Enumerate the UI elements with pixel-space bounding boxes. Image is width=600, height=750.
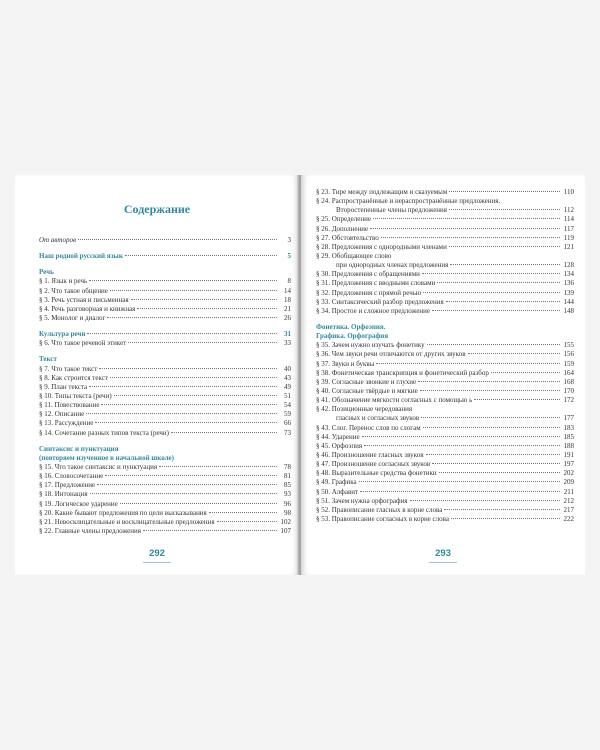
dot-leader [105, 475, 277, 476]
toc-spacer [39, 323, 291, 330]
toc-entry [316, 234, 574, 243]
toc-entry-title: § 19. Логическое ударение [39, 499, 118, 508]
toc-entry-title: § 18. Интонация [39, 490, 88, 499]
toc-entry-title: § 2. Что такое общение [39, 286, 108, 295]
toc-page-number: 59 [284, 410, 291, 419]
toc-spacer [39, 261, 291, 268]
dot-leader [120, 503, 277, 504]
toc-entry [316, 478, 574, 487]
toc-page-number: 177 [563, 414, 574, 423]
toc-page-number: 222 [563, 514, 574, 523]
toc-entry-title: § 5. Монолог и диалог [39, 313, 106, 322]
toc-entry [39, 236, 291, 245]
dot-leader [110, 290, 277, 291]
toc-entry [39, 429, 291, 438]
toc-entry [39, 296, 291, 305]
toc-entry-title: § 22. Главные члены предложения [39, 526, 142, 535]
dot-leader [217, 521, 277, 522]
toc-entry-title: § 32. Предложения с прямой речью [316, 288, 422, 297]
toc-entry [316, 261, 574, 270]
toc-entry-title: § 43. Слог. Перенос слов по слогам [316, 423, 421, 432]
toc-entry [39, 305, 291, 314]
toc-page-number: 155 [563, 341, 574, 350]
toc-entry [39, 277, 291, 286]
toc-entry-title: § 1. Язык и речь [39, 277, 88, 286]
toc-entry [316, 460, 574, 469]
toc-page-number: 128 [563, 261, 574, 270]
toc-entry-title: (повторяем изученное в начальной школе) [39, 453, 174, 462]
dot-leader [376, 363, 560, 364]
toc-entry-title: § 25. Определение [316, 215, 371, 224]
toc-entry [316, 206, 574, 215]
page-number-rule [429, 562, 457, 563]
toc-entry-title: Второстепенные члены предложения [336, 206, 448, 215]
toc-entry-title: гласных и согласных звуков [336, 414, 420, 423]
toc-entry [39, 339, 291, 348]
page-number-rule [143, 562, 171, 563]
toc-entry-title: § 33. Синтаксический разбор предложения [316, 297, 444, 306]
toc-section-heading [39, 268, 291, 277]
dot-leader [359, 481, 560, 482]
toc-entry-title: § 11. Повествование [39, 401, 100, 410]
toc-entry [316, 451, 574, 460]
dot-leader [423, 427, 560, 428]
toc-entry-title: § 10. Типы текста (речи) [39, 391, 112, 400]
toc-spacer [316, 316, 574, 323]
dot-leader [432, 310, 560, 311]
toc-entry [316, 298, 574, 307]
toc-entry [316, 369, 574, 378]
dot-leader [89, 386, 277, 387]
dot-leader [95, 422, 277, 423]
toc-page-number: 98 [284, 508, 291, 517]
toc-page-number: 81 [284, 472, 291, 481]
dot-leader [468, 353, 560, 354]
toc-entry [316, 307, 574, 316]
right-page [301, 175, 585, 575]
toc-page-number: 93 [284, 490, 291, 499]
left-page [15, 175, 299, 575]
dot-leader [381, 237, 560, 238]
toc-left [39, 236, 291, 536]
toc-page-number: 73 [284, 428, 291, 437]
toc-entry [316, 424, 574, 433]
toc-entry [39, 383, 291, 392]
dot-leader [137, 308, 277, 309]
toc-page-number: 148 [563, 306, 574, 315]
toc-entry [39, 374, 291, 383]
toc-entry-title: § 21. Невосклицательные и восклицательные предложения [39, 517, 215, 526]
toc-spacer [39, 245, 291, 252]
dot-leader [421, 417, 560, 418]
toc-entry-title: Синтаксис и пунктуация [39, 444, 119, 453]
toc-page-number: 183 [563, 423, 574, 432]
toc-page-number: 114 [563, 215, 574, 224]
toc-entry [39, 287, 291, 296]
toc-entry-title: § 23. Тире между подлежащим и сказуемым [316, 188, 448, 196]
toc-entry [316, 442, 574, 451]
toc-page-number: 102 [280, 517, 291, 526]
toc-section-heading [39, 330, 291, 339]
toc-page-number: 168 [563, 377, 574, 386]
toc-page-number: 197 [563, 460, 574, 469]
dot-leader [432, 463, 560, 464]
dot-leader [101, 404, 277, 405]
toc-page-number: 5 [287, 252, 291, 261]
toc-entry-title: § 28. Предложения с однородными членами [316, 242, 447, 251]
toc-entry [316, 360, 574, 369]
toc-entry [316, 289, 574, 298]
dot-leader [422, 273, 560, 274]
toc-page-number: 112 [563, 206, 574, 215]
dot-leader [420, 390, 560, 391]
toc-page-number: 191 [563, 450, 574, 459]
toc-page-number: 159 [563, 359, 574, 368]
toc-entry-title: § 30. Предложения с обращениями [316, 270, 420, 279]
toc-entry [316, 350, 574, 359]
toc-entry [39, 472, 291, 481]
toc-entry-title: § 51. Зачем нужна орфография [316, 496, 408, 505]
toc-section-heading [39, 355, 291, 364]
toc-right [316, 188, 574, 524]
toc-page-number: 117 [563, 224, 574, 233]
dot-leader [449, 209, 560, 210]
toc-entry [39, 314, 291, 323]
toc-entry [316, 215, 574, 224]
toc-section-heading [39, 252, 291, 261]
page-title: Содержание [123, 202, 191, 216]
dot-leader [373, 218, 560, 219]
dot-leader [362, 436, 560, 437]
toc-entry-title: § 20. Какие бывают предложения по цели высказывания [39, 508, 207, 517]
toc-entry [39, 463, 291, 472]
dot-leader [450, 264, 560, 265]
toc-page-number: 156 [563, 350, 574, 359]
toc-entry [39, 500, 291, 509]
toc-page-number: 170 [563, 386, 574, 395]
toc-page-number: 26 [284, 313, 291, 322]
toc-entry-title: § 16. Словосочетание [39, 472, 104, 481]
toc-section-heading [316, 323, 574, 332]
dot-leader [143, 530, 277, 531]
toc-spacer [39, 438, 291, 445]
toc-page-number: 21 [284, 304, 291, 313]
toc-entry [316, 405, 574, 414]
dot-leader [360, 491, 560, 492]
dot-leader [410, 500, 561, 501]
toc-page-number: 144 [563, 297, 574, 306]
page-number-left: 292 [149, 548, 165, 559]
toc-entry [316, 252, 574, 261]
toc-page-number: 107 [280, 526, 291, 535]
toc-entry-title: § 34. Простое и сложное предложение [316, 306, 431, 315]
toc-entry [316, 188, 574, 197]
toc-entry-title: § 44. Ударение [316, 432, 360, 441]
toc-page-number: 164 [563, 368, 574, 377]
toc-entry-title: § 36. Чем звуки речи отличаются от других звуков [316, 350, 466, 359]
dot-leader [87, 333, 277, 334]
toc-entry [316, 243, 574, 252]
toc-spacer [39, 348, 291, 355]
toc-page-number: 43 [284, 373, 291, 382]
toc-section-heading [39, 454, 291, 463]
toc-page-number: 202 [563, 469, 574, 478]
dot-leader [439, 472, 560, 473]
toc-entry-title: § 29. Обобщающее слово [316, 251, 392, 260]
toc-section-heading [39, 445, 291, 454]
dot-leader [449, 191, 560, 192]
dot-leader [128, 342, 277, 343]
toc-section-heading [316, 332, 574, 341]
toc-entry [316, 197, 574, 206]
toc-page-number: 18 [284, 295, 291, 304]
toc-entry-title: Фонетика. Орфоэпия. [316, 322, 386, 331]
dot-leader [370, 228, 560, 229]
toc-entry-title: § 40. Согласные твёрдые и мягкие [316, 386, 418, 395]
toc-entry-title: § 26. Дополнение [316, 224, 369, 233]
dot-leader [110, 377, 277, 378]
toc-entry [39, 490, 291, 499]
dot-leader [423, 292, 560, 293]
toc-entry-title: § 53. Правописание согласных в корне слова [316, 514, 449, 523]
toc-entry-title: § 15. Что такое синтаксис и пунктуация [39, 462, 158, 471]
toc-page-number: 31 [284, 330, 291, 339]
dot-leader [89, 280, 277, 281]
toc-entry [316, 414, 574, 423]
toc-page-number: 136 [563, 279, 574, 288]
dot-leader [449, 246, 560, 247]
toc-entry [39, 401, 291, 410]
toc-entry-title: § 13. Рассуждение [39, 419, 94, 428]
toc-entry-title: § 39. Согласные звонкие и глухие [316, 377, 417, 386]
toc-page-number: 212 [563, 496, 574, 505]
dot-leader [437, 282, 560, 283]
toc-entry-title: § 31. Предложения с вводными словами [316, 279, 436, 288]
toc-entry [316, 506, 574, 515]
dot-leader [131, 299, 277, 300]
dot-leader [171, 432, 277, 433]
toc-page-number: 217 [563, 505, 574, 514]
dot-leader [99, 368, 277, 369]
toc-page-number: 209 [563, 478, 574, 487]
toc-entry [39, 392, 291, 401]
dot-leader [125, 255, 277, 256]
toc-entry-title: Речь [39, 268, 54, 277]
dot-leader [114, 395, 277, 396]
toc-entry [316, 488, 574, 497]
toc-entry-title: Наш родной русский язык [39, 252, 123, 261]
dot-leader [451, 518, 560, 519]
toc-entry-title: § 9. План текста [39, 382, 88, 391]
toc-entry [39, 410, 291, 419]
toc-entry-title: Текст [39, 355, 57, 364]
toc-entry-title: § 6. Что такое речевой этикет [39, 339, 127, 348]
toc-entry [316, 515, 574, 524]
toc-entry-title: § 24. Распространённые и нераспространённые предложения. [316, 197, 501, 206]
toc-entry [316, 279, 574, 288]
toc-page-number: 33 [284, 339, 291, 348]
toc-entry [39, 509, 291, 518]
toc-entry-title: § 7. Что такое текст [39, 364, 98, 373]
dot-leader [364, 445, 560, 446]
toc-entry-title: § 17. Предложение [39, 481, 96, 490]
toc-entry [39, 527, 291, 536]
toc-entry [39, 481, 291, 490]
toc-entry-title: § 45. Орфоэпия [316, 441, 363, 450]
toc-entry [316, 341, 574, 350]
toc-entry-title: § 35. Зачем нужно изучать фонетику [316, 341, 425, 350]
toc-page-number: 66 [284, 419, 291, 428]
dot-leader [418, 381, 560, 382]
toc-entry-title: § 14. Сочетание разных типов текста (речи) [39, 428, 170, 437]
toc-page-number: 85 [284, 481, 291, 490]
toc-entry-title: § 41. Обозначение мягкости согласных с помощью ь [316, 396, 473, 405]
toc-page-number: 40 [284, 364, 291, 373]
toc-entry-title: От авторов [39, 236, 76, 244]
toc-page-number: 54 [284, 401, 291, 410]
toc-entry-title: Графика. Орфография [316, 332, 389, 341]
toc-entry [316, 387, 574, 396]
toc-entry [316, 469, 574, 478]
dot-leader [491, 372, 560, 373]
toc-page-number: 188 [563, 441, 574, 450]
toc-entry-title: § 37. Звуки и буквы [316, 359, 375, 368]
toc-entry [39, 419, 291, 428]
toc-entry [316, 396, 574, 405]
toc-entry-title: § 4. Речь разговорная и книжная [39, 304, 136, 313]
toc-entry-title: § 42. Позиционные чередования [316, 405, 413, 414]
page-number-right: 293 [435, 548, 451, 559]
toc-entry [316, 433, 574, 442]
dot-leader [86, 413, 277, 414]
toc-page-number: 139 [563, 288, 574, 297]
toc-entry [316, 497, 574, 506]
toc-entry-title: § 27. Обстоятельство [316, 233, 379, 242]
toc-page-number: 49 [284, 382, 291, 391]
toc-page-number: 3 [287, 236, 291, 244]
toc-entry [316, 270, 574, 279]
dot-leader [159, 466, 277, 467]
toc-entry-title: § 50. Алфавит [316, 487, 359, 496]
toc-entry-title: § 12. Описание [39, 410, 85, 419]
toc-entry-title: Культура речи [39, 330, 86, 339]
dot-leader [97, 484, 277, 485]
toc-page-number: 110 [563, 188, 574, 196]
toc-page-number: 78 [284, 462, 291, 471]
toc-entry [316, 378, 574, 387]
toc-page-number: 172 [563, 396, 574, 405]
dot-leader [446, 301, 560, 302]
toc-entry-title: § 47. Произношение согласных звуков [316, 460, 431, 469]
toc-page-number: 121 [563, 242, 574, 251]
toc-entry-title: § 38. Фонетическая транскрипция и фонетический разбор [316, 368, 489, 377]
toc-entry-title: § 46. Произношение гласных звуков [316, 450, 424, 459]
dot-leader [78, 239, 277, 240]
toc-entry-title: § 48. Выразительные средства фонетики [316, 469, 437, 478]
toc-entry-title: при однородных членах предложения [336, 261, 449, 270]
dot-leader [209, 512, 277, 513]
toc-page-number: 211 [563, 487, 574, 496]
toc-entry-title: § 3. Речь устная и письменная [39, 295, 129, 304]
toc-page-number: 14 [284, 286, 291, 295]
dot-leader [474, 399, 560, 400]
toc-page-number: 119 [563, 233, 574, 242]
toc-page-number: 185 [563, 432, 574, 441]
toc-entry-title: § 49. Графика [316, 478, 357, 487]
toc-entry [39, 518, 291, 527]
toc-page-number: 96 [284, 499, 291, 508]
toc-entry [316, 225, 574, 234]
dot-leader [444, 509, 560, 510]
toc-page-number: 8 [287, 277, 291, 286]
dot-leader [90, 493, 277, 494]
dot-leader [426, 454, 560, 455]
dot-leader [107, 317, 277, 318]
toc-entry-title: § 8. Как строится текст [39, 373, 108, 382]
toc-page-number: 134 [563, 270, 574, 279]
dot-leader [427, 344, 560, 345]
toc-entry [39, 365, 291, 374]
toc-page-number: 51 [284, 391, 291, 400]
toc-entry-title: § 52. Правописание гласных в корне слова [316, 505, 443, 514]
